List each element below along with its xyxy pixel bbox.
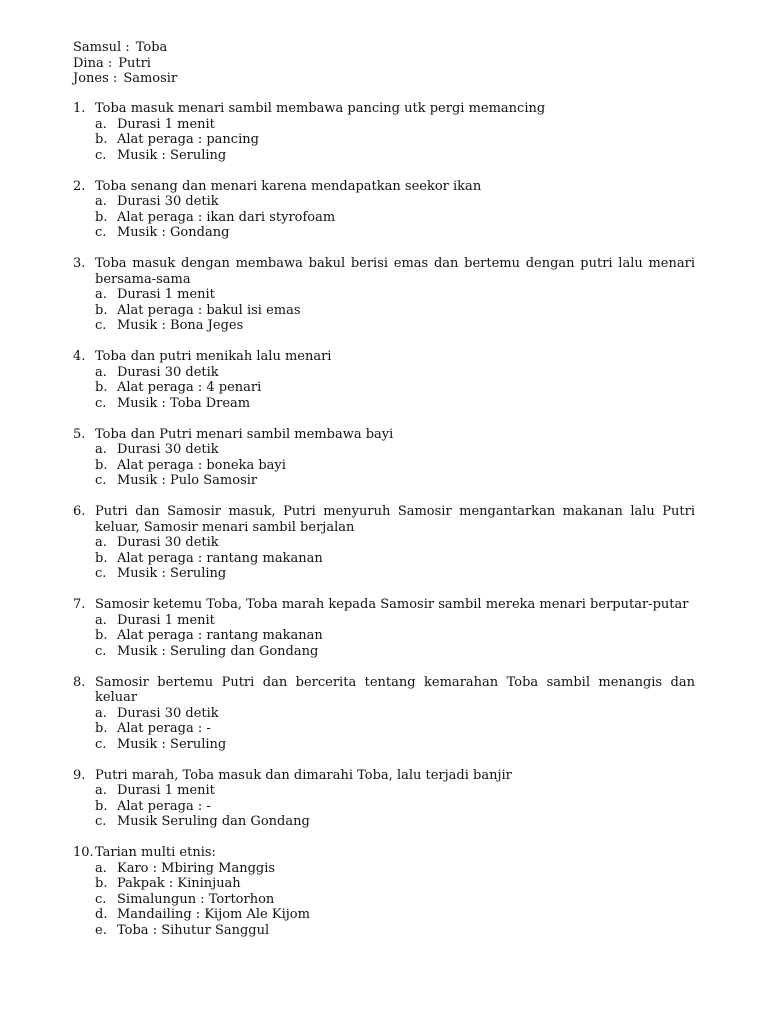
cast-separator: : <box>107 55 113 71</box>
detail-text: Durasi 30 detik <box>117 194 219 209</box>
cast-separator: : <box>112 71 118 86</box>
cast-list <box>73 40 673 87</box>
detail-text: Pakpak : Kininjuah <box>117 876 241 891</box>
scene-detail-item <box>73 535 695 551</box>
scene-number: 8. <box>73 674 86 690</box>
scene-detail-item <box>73 132 695 148</box>
scene-heading <box>73 256 695 287</box>
scene-heading <box>73 349 695 365</box>
scene-item <box>73 427 695 489</box>
scene-item <box>73 845 695 938</box>
detail-letter: e. <box>95 922 107 938</box>
detail-text: Toba : Sihutur Sanggul <box>117 922 270 938</box>
detail-letter: b. <box>95 628 108 643</box>
scene-detail-item <box>73 876 695 892</box>
scene-detail-item <box>73 721 695 737</box>
detail-letter: a. <box>95 287 107 302</box>
detail-letter: d. <box>95 907 108 922</box>
scene-detail-item <box>73 473 695 489</box>
detail-text: Durasi 1 menit <box>117 783 215 798</box>
scene-detail-item <box>73 644 695 660</box>
scene-detail-item <box>73 380 695 396</box>
detail-letter: c. <box>95 225 107 240</box>
scene-heading <box>73 101 695 117</box>
scene-item <box>73 768 695 830</box>
cast-entry <box>73 40 673 56</box>
scene-detail-item <box>73 148 695 164</box>
scene-description: Putri marah, Toba masuk dan dimarahi Toba, lalu terjadi banjir <box>95 767 512 783</box>
scene-number: 2. <box>73 178 86 194</box>
scene-detail-item <box>73 907 695 923</box>
scene-number: 1. <box>73 101 86 116</box>
detail-letter: a. <box>95 364 107 380</box>
cast-entry <box>73 71 673 87</box>
detail-letter: c. <box>95 891 107 907</box>
detail-text: Musik : Gondang <box>117 225 230 240</box>
scene-details <box>73 442 695 489</box>
actor-name: Samsul <box>73 40 126 55</box>
scene-number: 10. <box>73 845 94 860</box>
detail-text: Alat peraga : pancing <box>117 132 259 147</box>
detail-text: Durasi 30 detik <box>117 535 219 550</box>
detail-text: Musik : Pulo Samosir <box>117 473 258 488</box>
detail-letter: a. <box>95 612 107 628</box>
scene-item <box>73 256 695 334</box>
scene-detail-item <box>73 566 695 582</box>
scene-number: 4. <box>73 349 86 364</box>
scene-detail-item <box>73 396 695 412</box>
scene-description: Putri dan Samosir masuk, Putri menyuruh Samosir mengantarkan makanan lalu Putri keluar, Samosir menari sambil berjalan <box>95 504 695 535</box>
scene-detail-item <box>73 892 695 908</box>
scene-description: Toba masuk menari sambil membawa pancing utk pergi memancing <box>95 101 546 116</box>
detail-text: Musik : Seruling <box>117 736 227 752</box>
scene-details <box>73 706 695 753</box>
scene-detail-item <box>73 628 695 644</box>
scene-item <box>73 179 695 241</box>
detail-letter: c. <box>95 643 107 659</box>
detail-text: Musik : Toba Dream <box>117 395 251 411</box>
scene-detail-item <box>73 814 695 830</box>
detail-letter: c. <box>95 395 107 411</box>
scene-heading <box>73 179 695 195</box>
detail-text: Mandailing : Kijom Ale Kijom <box>117 907 310 922</box>
scene-detail-item <box>73 799 695 815</box>
detail-text: Simalungun : Tortorhon <box>117 891 275 907</box>
detail-letter: b. <box>95 132 108 147</box>
scene-detail-item <box>73 210 695 226</box>
scene-description: Toba dan putri menikah lalu menari <box>95 349 332 364</box>
scene-description: Toba dan Putri menari sambil membawa bayi <box>95 426 394 442</box>
detail-letter: b. <box>95 457 108 473</box>
cast-separator: : <box>125 40 130 55</box>
scene-number: 3. <box>73 256 86 271</box>
detail-text: Musik : Bona Jeges <box>117 318 244 333</box>
detail-text: Durasi 30 detik <box>117 705 219 721</box>
detail-letter: a. <box>95 116 107 132</box>
scene-heading <box>73 845 695 861</box>
scene-detail-item <box>73 365 695 381</box>
scene-detail-item <box>73 287 695 303</box>
detail-letter: c. <box>95 473 107 488</box>
scene-detail-item <box>73 706 695 722</box>
scene-details <box>73 194 695 241</box>
detail-text: Durasi 1 menit <box>117 116 215 132</box>
scene-heading <box>73 675 695 706</box>
scene-detail-item <box>73 783 695 799</box>
character-name: Putri <box>118 55 151 71</box>
scene-detail-item <box>73 303 695 319</box>
detail-letter: b. <box>95 550 108 566</box>
detail-letter: a. <box>95 442 107 457</box>
scene-item <box>73 597 695 659</box>
detail-letter: b. <box>95 798 108 814</box>
actor-name: Dina <box>73 55 108 71</box>
scene-description: Toba senang dan menari karena mendapatkan seekor ikan <box>95 178 482 194</box>
detail-letter: c. <box>95 814 107 829</box>
scene-description: Toba masuk dengan membawa bakul berisi emas dan bertemu dengan putri lalu menari bersama-sama <box>95 256 695 287</box>
detail-letter: a. <box>95 194 107 209</box>
detail-text: Alat peraga : ikan dari styrofoam <box>117 209 336 225</box>
scene-details <box>73 117 695 164</box>
character-name: Samosir <box>123 71 178 86</box>
cast-entry <box>73 56 673 72</box>
detail-letter: c. <box>95 318 107 333</box>
scene-description: Samosir bertemu Putri dan bercerita tentang kemarahan Toba sambil menangis dan keluar <box>95 674 695 705</box>
scene-detail-item <box>73 117 695 133</box>
detail-letter: a. <box>95 860 107 876</box>
detail-text: Alat peraga : 4 penari <box>117 380 262 395</box>
scene-details <box>73 287 695 334</box>
detail-letter: c. <box>95 736 107 752</box>
detail-text: Alat peraga : boneka bayi <box>117 457 286 473</box>
detail-letter: a. <box>95 783 107 798</box>
scene-item <box>73 504 695 582</box>
detail-letter: b. <box>95 209 108 225</box>
scene-detail-item <box>73 737 695 753</box>
scene-details <box>73 861 695 939</box>
scene-heading <box>73 768 695 784</box>
detail-text: Durasi 30 detik <box>117 364 219 380</box>
detail-text: Musik : Seruling dan Gondang <box>117 643 319 659</box>
detail-letter: b. <box>95 876 108 891</box>
detail-letter: b. <box>95 302 108 318</box>
scene-detail-item <box>73 318 695 334</box>
detail-letter: a. <box>95 705 107 721</box>
scene-list <box>73 101 695 954</box>
scene-detail-item <box>73 458 695 474</box>
scene-description: Tarian multi etnis: <box>95 845 216 860</box>
scene-detail-item <box>73 613 695 629</box>
detail-text: Karo : Mbiring Manggis <box>117 860 276 876</box>
detail-text: Durasi 30 detik <box>117 442 219 457</box>
scene-detail-item <box>73 442 695 458</box>
scene-item <box>73 349 695 411</box>
scene-detail-item <box>73 225 695 241</box>
scene-number: 7. <box>73 597 86 612</box>
scene-details <box>73 535 695 582</box>
scene-details <box>73 783 695 830</box>
scene-number: 5. <box>73 426 86 442</box>
detail-text: Durasi 1 menit <box>117 287 215 302</box>
character-name: Toba <box>135 40 168 55</box>
scene-detail-item <box>73 923 695 939</box>
scene-item <box>73 675 695 753</box>
scene-number: 6. <box>73 504 86 519</box>
detail-letter: c. <box>95 566 107 581</box>
detail-text: Alat peraga : rantang makanan <box>117 550 323 566</box>
scene-number: 9. <box>73 767 86 783</box>
scene-heading <box>73 427 695 443</box>
scene-details <box>73 613 695 660</box>
detail-text: Alat peraga : - <box>117 721 211 736</box>
detail-text: Alat peraga : - <box>117 798 211 814</box>
scene-detail-item <box>73 194 695 210</box>
scene-detail-item <box>73 861 695 877</box>
detail-text: Durasi 1 menit <box>117 612 215 628</box>
detail-text: Alat peraga : bakul isi emas <box>117 302 301 318</box>
detail-letter: c. <box>95 147 107 163</box>
scene-item <box>73 101 695 163</box>
detail-text: Alat peraga : rantang makanan <box>117 628 323 643</box>
detail-text: Musik : Seruling <box>117 147 227 163</box>
scene-details <box>73 365 695 412</box>
scene-detail-item <box>73 551 695 567</box>
detail-text: Musik Seruling dan Gondang <box>117 814 310 829</box>
detail-letter: a. <box>95 535 107 550</box>
detail-letter: b. <box>95 721 108 736</box>
scene-description: Samosir ketemu Toba, Toba marah kepada Samosir sambil mereka menari berputar-putar <box>95 597 689 612</box>
scene-heading <box>73 597 695 613</box>
detail-text: Musik : Seruling <box>117 566 227 581</box>
detail-letter: b. <box>95 380 108 395</box>
actor-name: Jones <box>73 71 113 86</box>
scene-heading <box>73 504 695 535</box>
